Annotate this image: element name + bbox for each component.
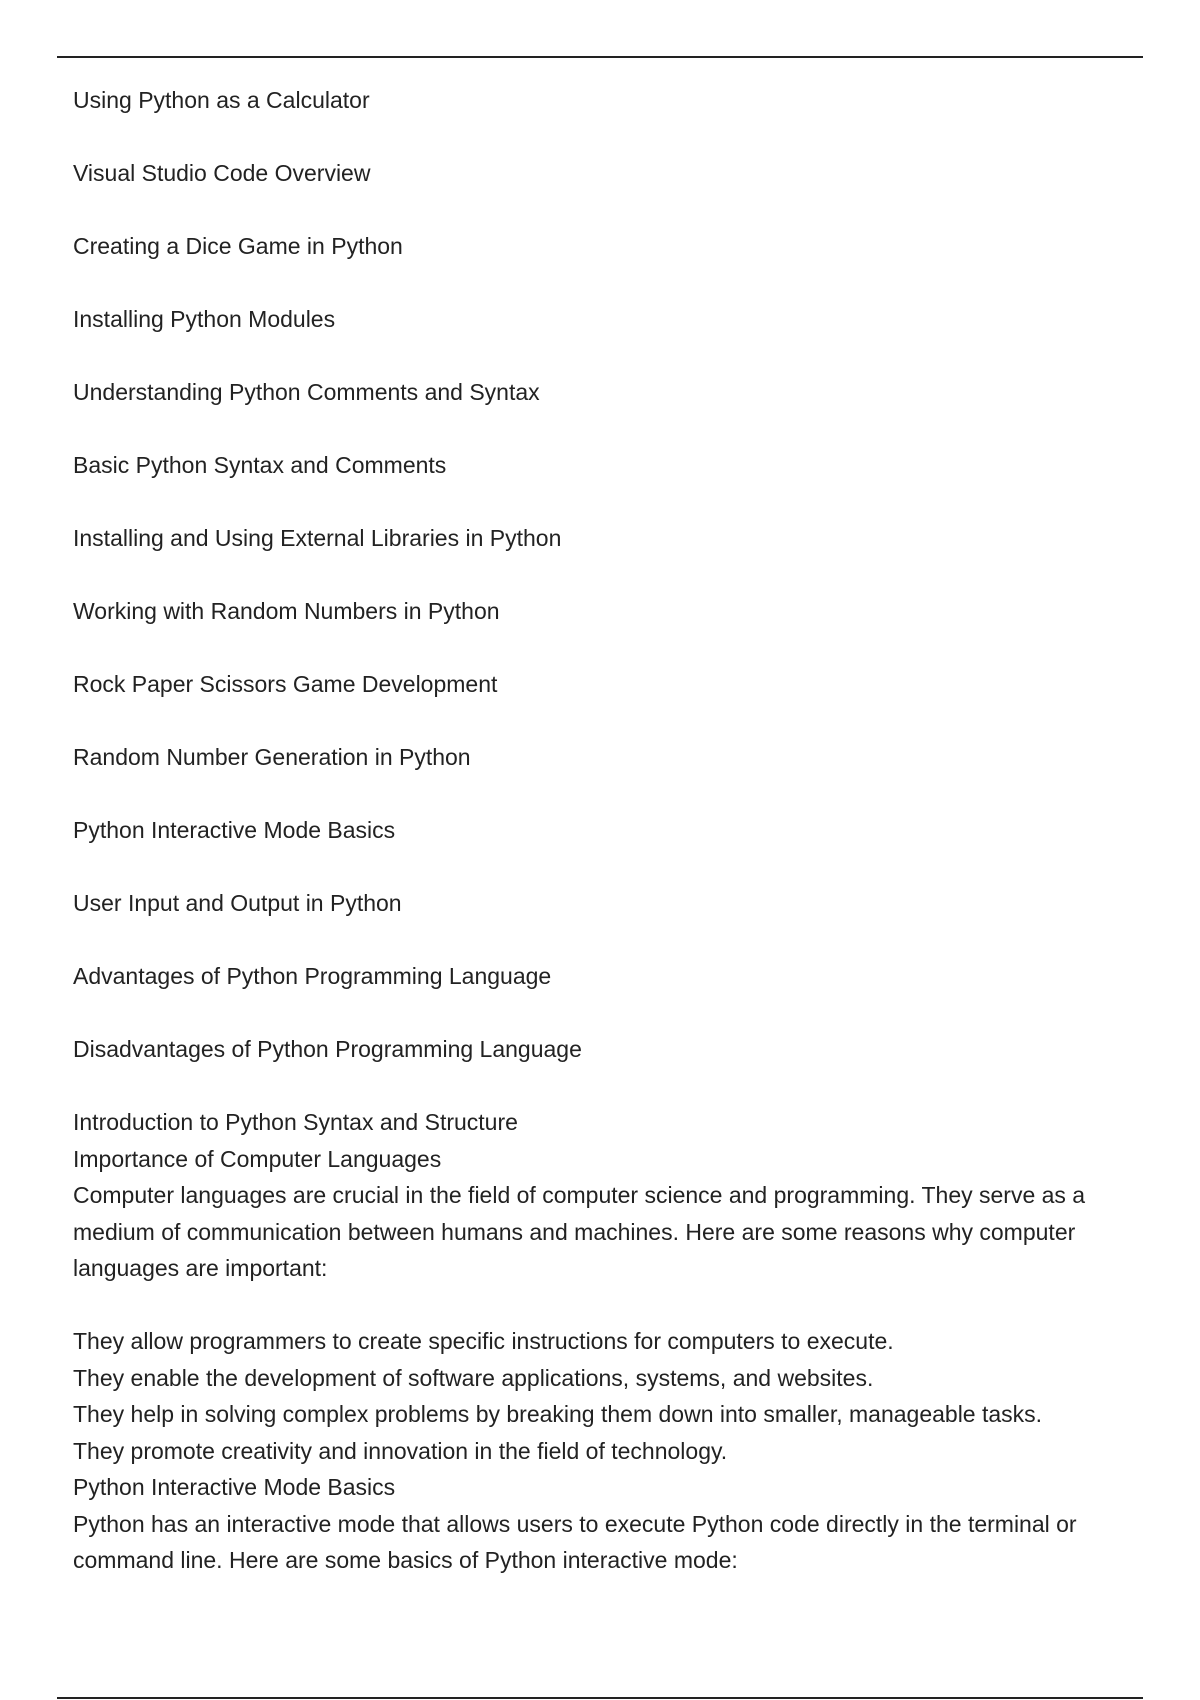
reasons-list [73, 1323, 1133, 1469]
reason-item: They enable the development of software applications, systems, and websites. [73, 1364, 874, 1391]
reason-item: They help in solving complex problems by breaking them down into smaller, manageable tasks. [73, 1401, 1043, 1427]
toc-item-disadvantages: Disadvantages of Python Programming Language [73, 1036, 582, 1062]
toc-item-interactive-mode: Python Interactive Mode Basics [73, 817, 396, 843]
toc-item-dice-game: Creating a Dice Game in Python [73, 233, 403, 259]
toc-list [73, 82, 1133, 1068]
toc-item-comments-syntax: Understanding Python Comments and Syntax [73, 379, 540, 405]
toc-item-external-libraries: Installing and Using External Libraries in Python [73, 525, 562, 551]
paragraph-computer-languages: Computer languages are crucial in the field of computer science and programming. They serve as a medium of communication between humans and machines. Here are some reasons why computer languages are important: [73, 1182, 1086, 1281]
toc-item-advantages: Advantages of Python Programming Language [73, 963, 552, 989]
paragraph-interactive-mode: Python has an interactive mode that allows users to execute Python code directly in the terminal or command line. Here are some basics of Python interactive mode: [73, 1510, 1077, 1573]
blank-line [73, 1287, 1133, 1324]
subsection-title-computer-languages: Importance of Computer Languages [73, 1145, 442, 1172]
document-body [73, 82, 1133, 1579]
reason-item: They promote creativity and innovation in the field of technology. [73, 1437, 728, 1464]
toc-item-calculator: Using Python as a Calculator [73, 87, 370, 113]
toc-item-basic-syntax: Basic Python Syntax and Comments [73, 452, 447, 478]
toc-item-vscode: Visual Studio Code Overview [73, 160, 371, 186]
bottom-rule [57, 1697, 1143, 1699]
toc-item-random-generation: Random Number Generation in Python [73, 744, 471, 770]
subsection-title-interactive-mode: Python Interactive Mode Basics [73, 1474, 396, 1500]
top-rule [57, 56, 1143, 58]
section-title: Introduction to Python Syntax and Structure [73, 1109, 518, 1135]
toc-item-random-numbers: Working with Random Numbers in Python [73, 598, 500, 624]
toc-item-installing-modules: Installing Python Modules [73, 306, 336, 332]
toc-item-rock-paper-scissors: Rock Paper Scissors Game Development [73, 671, 498, 697]
toc-item-input-output: User Input and Output in Python [73, 890, 402, 916]
reason-item: They allow programmers to create specific instructions for computers to execute. [73, 1328, 894, 1354]
